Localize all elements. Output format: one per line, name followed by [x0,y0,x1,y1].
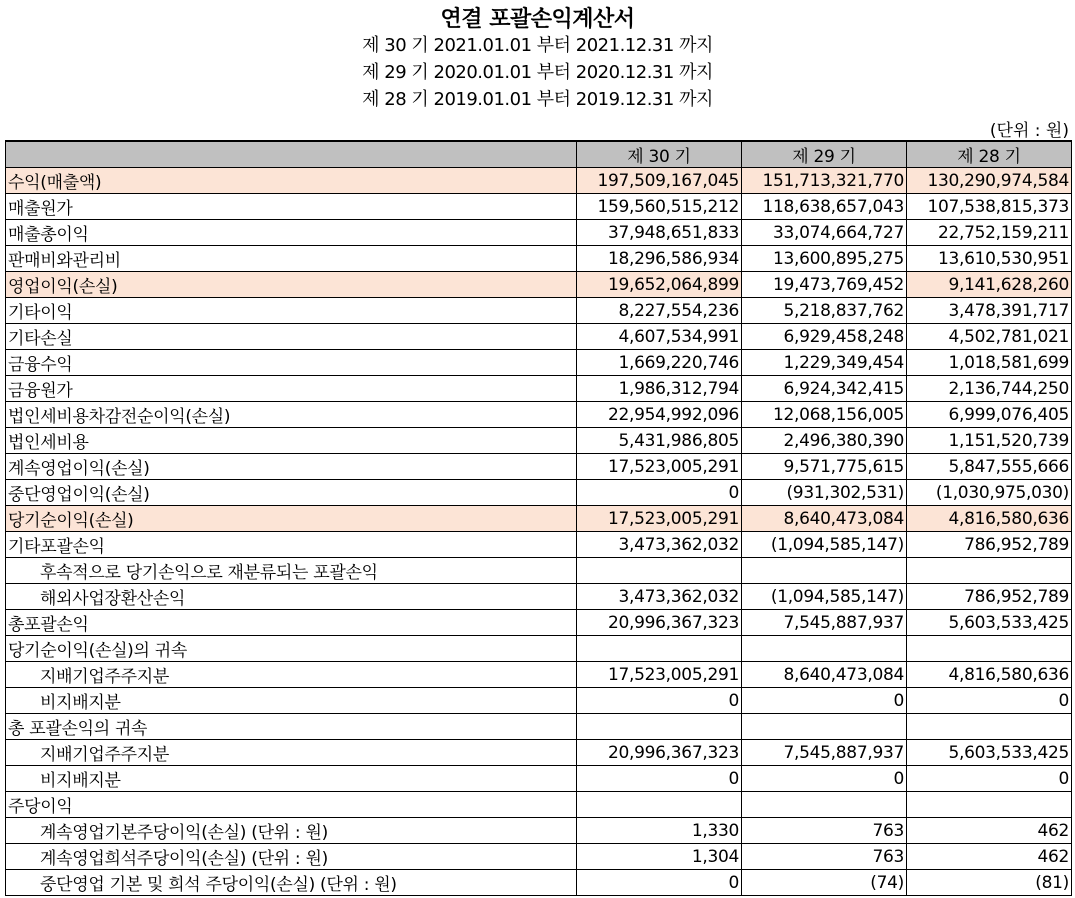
table-row [6,766,1072,792]
value-cell: 1,151,520,739 [907,428,1072,454]
value-cell [907,714,1072,740]
table-row [6,480,1072,506]
value-cell: 9,141,628,260 [907,272,1072,298]
value-cell: 107,538,815,373 [907,194,1072,220]
value-cell: 6,999,076,405 [907,402,1072,428]
row-label: 계속영업이익(손실) [6,454,577,480]
table-row [6,584,1072,610]
value-cell: 12,068,156,005 [742,402,907,428]
value-cell [577,558,742,584]
value-cell: (1,094,585,147) [742,532,907,558]
value-cell: 4,502,781,021 [907,324,1072,350]
row-label: 총 포괄손익의 귀속 [6,714,577,740]
value-cell: 19,473,769,452 [742,272,907,298]
value-cell: 17,523,005,291 [577,662,742,688]
value-cell: 6,929,458,248 [742,324,907,350]
row-label: 지배기업주주지분 [6,662,577,688]
value-cell: 4,607,534,991 [577,324,742,350]
row-label: 판매비와관리비 [6,246,577,272]
value-cell: 0 [742,688,907,714]
row-label: 수익(매출액) [6,168,577,194]
value-cell: (74) [742,870,907,896]
value-cell [577,636,742,662]
value-cell [907,558,1072,584]
value-cell: 5,218,837,762 [742,298,907,324]
value-cell: 0 [907,688,1072,714]
value-cell [907,792,1072,818]
table-row [6,818,1072,844]
value-cell: 8,640,473,084 [742,662,907,688]
period-line-29: 제 29 기 2020.01.01 부터 2020.12.31 까지 [362,62,713,83]
value-cell [907,636,1072,662]
value-cell: 22,954,992,096 [577,402,742,428]
table-row [6,636,1072,662]
value-cell: 0 [577,688,742,714]
value-cell: 1,229,349,454 [742,350,907,376]
table-row [6,610,1072,636]
value-cell [577,792,742,818]
row-label: 계속영업기본주당이익(손실) (단위 : 원) [6,818,577,844]
row-label: 법인세비용차감전순이익(손실) [6,402,577,428]
table-row [6,272,1072,298]
value-cell: 2,496,380,390 [742,428,907,454]
unit-label: (단위 : 원) [989,121,1069,141]
table-row [6,740,1072,766]
value-cell: 5,603,533,425 [907,610,1072,636]
period-line-30: 제 30 기 2021.01.01 부터 2021.12.31 까지 [362,35,713,56]
value-cell: 5,603,533,425 [907,740,1072,766]
table-row [6,870,1072,896]
value-cell: 17,523,005,291 [577,506,742,532]
value-cell: 4,816,580,636 [907,662,1072,688]
value-cell: 17,523,005,291 [577,454,742,480]
value-cell: 1,986,312,794 [577,376,742,402]
row-label: 총포괄손익 [6,610,577,636]
value-cell: 2,136,744,250 [907,376,1072,402]
table-row [6,350,1072,376]
table-row [6,376,1072,402]
row-label: 기타손실 [6,324,577,350]
row-label: 영업이익(손실) [6,272,577,298]
row-label: 법인세비용 [6,428,577,454]
table-row [6,792,1072,818]
value-cell: 0 [577,766,742,792]
period-line-28: 제 28 기 2019.01.01 부터 2019.12.31 까지 [362,89,713,110]
row-label: 비지배지분 [6,688,577,714]
value-cell: 0 [577,480,742,506]
value-cell: 13,600,895,275 [742,246,907,272]
row-label: 해외사업장환산손익 [6,584,577,610]
table-row [6,220,1072,246]
value-cell: (1,030,975,030) [907,480,1072,506]
value-cell: 763 [742,844,907,870]
row-label: 기타이익 [6,298,577,324]
value-cell: 33,074,664,727 [742,220,907,246]
table-row [6,168,1072,194]
value-cell: 151,713,321,770 [742,168,907,194]
header-period-28: 제 28 기 [907,141,1072,168]
table-row [6,454,1072,480]
value-cell: 786,952,789 [907,532,1072,558]
row-label: 매출총이익 [6,220,577,246]
value-cell: 462 [907,844,1072,870]
header-row [6,141,1072,168]
header-period-30: 제 30 기 [577,141,742,168]
row-label: 비지배지분 [6,766,577,792]
value-cell: 1,669,220,746 [577,350,742,376]
value-cell: 5,431,986,805 [577,428,742,454]
row-label: 금융수익 [6,350,577,376]
value-cell: 6,924,342,415 [742,376,907,402]
table-row [6,324,1072,350]
value-cell: 3,478,391,717 [907,298,1072,324]
row-label: 지배기업주주지분 [6,740,577,766]
table-row [6,844,1072,870]
table-row [6,402,1072,428]
value-cell: 786,952,789 [907,584,1072,610]
value-cell [742,558,907,584]
table-row [6,558,1072,584]
row-label: 후속적으로 당기손익으로 재분류되는 포괄손익 [6,558,577,584]
value-cell: (931,302,531) [742,480,907,506]
value-cell: 197,509,167,045 [577,168,742,194]
value-cell: 1,330 [577,818,742,844]
table-row [6,428,1072,454]
value-cell: 159,560,515,212 [577,194,742,220]
value-cell: 37,948,651,833 [577,220,742,246]
value-cell: 0 [577,870,742,896]
value-cell: 1,018,581,699 [907,350,1072,376]
value-cell: (81) [907,870,1072,896]
value-cell: 5,847,555,666 [907,454,1072,480]
value-cell: 7,545,887,937 [742,610,907,636]
header-period-29: 제 29 기 [742,141,907,168]
value-cell: 18,296,586,934 [577,246,742,272]
row-label: 중단영업 기본 및 희석 주당이익(손실) (단위 : 원) [6,870,577,896]
value-cell [742,792,907,818]
row-label: 당기순이익(손실)의 귀속 [6,636,577,662]
header-label [6,141,577,168]
table-row [6,532,1072,558]
table-row [6,688,1072,714]
table-row [6,298,1072,324]
table-row [6,246,1072,272]
table-row [6,194,1072,220]
value-cell: 4,816,580,636 [907,506,1072,532]
row-label: 주당이익 [6,792,577,818]
value-cell: 1,304 [577,844,742,870]
value-cell: (1,094,585,147) [742,584,907,610]
value-cell: 13,610,530,951 [907,246,1072,272]
statement-title: 연결 포괄손익계산서 [440,7,635,32]
table-row [6,662,1072,688]
row-label: 기타포괄손익 [6,532,577,558]
value-cell: 9,571,775,615 [742,454,907,480]
row-label: 계속영업희석주당이익(손실) (단위 : 원) [6,844,577,870]
value-cell: 19,652,064,899 [577,272,742,298]
value-cell: 763 [742,818,907,844]
value-cell: 7,545,887,937 [742,740,907,766]
value-cell: 3,473,362,032 [577,584,742,610]
table-row [6,506,1072,532]
value-cell: 0 [742,766,907,792]
value-cell: 130,290,974,584 [907,168,1072,194]
value-cell [577,714,742,740]
value-cell [742,636,907,662]
row-label: 금융원가 [6,376,577,402]
row-label: 매출원가 [6,194,577,220]
value-cell: 20,996,367,323 [577,740,742,766]
value-cell: 8,227,554,236 [577,298,742,324]
income-statement-table [5,140,1072,896]
value-cell: 22,752,159,211 [907,220,1072,246]
value-cell: 118,638,657,043 [742,194,907,220]
value-cell: 20,996,367,323 [577,610,742,636]
value-cell: 0 [907,766,1072,792]
value-cell: 8,640,473,084 [742,506,907,532]
value-cell: 462 [907,818,1072,844]
row-label: 중단영업이익(손실) [6,480,577,506]
row-label: 당기순이익(손실) [6,506,577,532]
value-cell [742,714,907,740]
table-row [6,714,1072,740]
value-cell: 3,473,362,032 [577,532,742,558]
